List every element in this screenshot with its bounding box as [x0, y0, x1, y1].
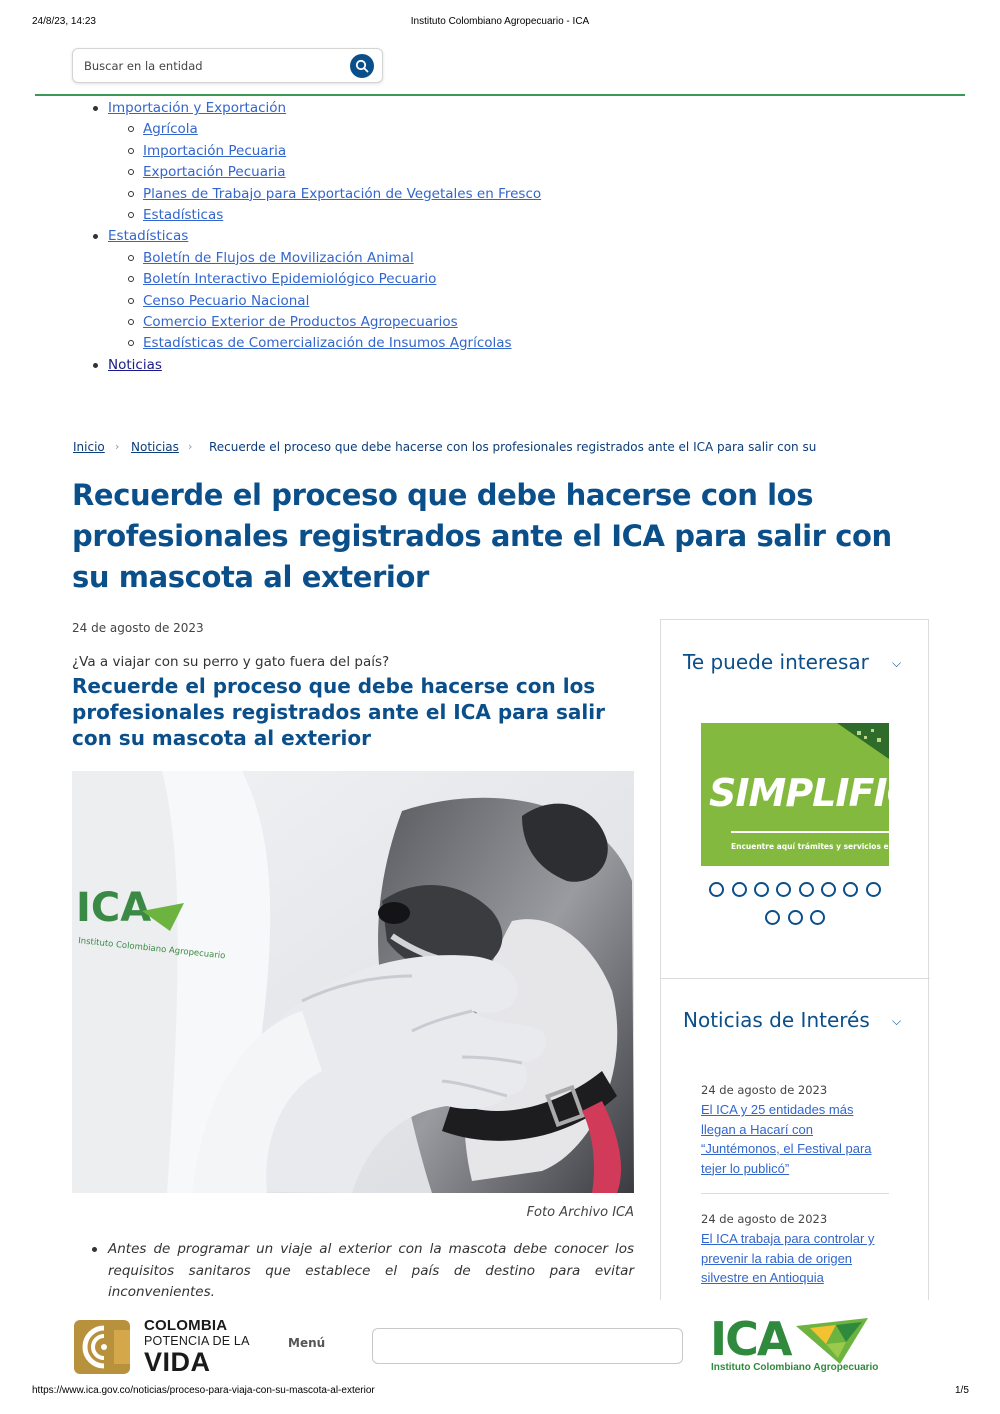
menu-item-link[interactable]: Importación y Exportación [108, 100, 287, 116]
sidebar [660, 619, 929, 1309]
carousel-dot[interactable] [732, 882, 747, 897]
news-link[interactable]: El ICA y 25 entidades más llegan a Hacarí con “Juntémonos, el Festival para tejer lo publicó” [701, 1102, 872, 1176]
publish-date: 24 de agosto de 2023 [72, 621, 204, 635]
menu-item-link[interactable]: Boletín Interactivo Epidemiológico Pecuario [143, 271, 437, 288]
chevron-right-icon: › [115, 440, 120, 453]
menu-item-link[interactable]: Estadísticas de Comercialización de Insumos Agrícolas [143, 335, 512, 352]
article-body-list [90, 1239, 634, 1304]
carousel-dot[interactable] [843, 882, 858, 897]
ica-logo[interactable] [710, 1314, 880, 1376]
breadcrumb-current: Recuerde el proceso que debe hacerse con los profesionales registrados ante el ICA para salir con su [209, 440, 817, 454]
menu-item-link[interactable]: Estadísticas [108, 228, 189, 245]
bullet-circle-icon [128, 191, 134, 197]
bullet-circle-icon [128, 169, 134, 175]
ica-logo-name: Instituto Colombiano Agropecuario [711, 1362, 879, 1373]
search-icon [355, 59, 369, 73]
chevron-down-icon[interactable]: ⌵ [892, 656, 902, 670]
menu-item-link[interactable]: Boletín de Flujos de Movilización Animal [143, 249, 414, 266]
bullet-circle-icon [128, 126, 134, 132]
banner-title: SIMPLIFIC [709, 771, 914, 815]
carousel-dot[interactable] [765, 910, 780, 925]
news-date: 24 de agosto de 2023 [701, 1083, 828, 1097]
bullet-disc-icon [93, 363, 98, 368]
article-photo [72, 771, 634, 1193]
gov-logo-line1: COLOMBIA [144, 1317, 228, 1334]
news-separator [701, 1193, 889, 1194]
colombia-potencia-logo-text [144, 1318, 250, 1376]
carousel-dot[interactable] [866, 882, 881, 897]
ica-leaf-icon [796, 1318, 868, 1364]
footer-bar [0, 1300, 1000, 1382]
bullet-circle-icon [128, 319, 134, 325]
photo-coat-logo: ICA [76, 885, 152, 931]
carousel-dot[interactable] [821, 882, 836, 897]
colombia-potencia-logo-icon[interactable] [74, 1318, 140, 1376]
list-item-text: Antes de programar un viaje al exterior con la mascota debe conocer los requisitos sanitaros que establece el país de destino para evitar inconvenientes. [108, 1241, 634, 1300]
menu-item-link[interactable]: Exportación Pecuaria [143, 164, 286, 181]
bullet-circle-icon [128, 276, 134, 282]
banner-rule [731, 831, 891, 833]
carousel-dot[interactable] [810, 910, 825, 925]
gov-logo-line3: VIDA [144, 1346, 211, 1377]
menu-item-link[interactable]: Agrícola [143, 121, 198, 138]
breadcrumb-news-link[interactable]: Noticias [131, 440, 179, 454]
carousel-dot[interactable] [754, 882, 769, 897]
search-input[interactable] [72, 48, 383, 83]
news-item [701, 1212, 891, 1288]
carousel-dot[interactable] [776, 882, 791, 897]
news-heading[interactable]: Noticias de Interés [683, 1008, 870, 1032]
print-page-title: Instituto Colombiano Agropecuario - ICA [410, 16, 590, 27]
menu-item-link[interactable]: Planes de Trabajo para Exportación de Vegetales en Fresco [143, 185, 542, 202]
breadcrumb-home-link[interactable]: Inicio [73, 440, 105, 454]
photo-coat-text: Instituto Colombiano Agropecuario [77, 936, 226, 962]
print-header [0, 16, 1000, 30]
gov-logo-line2: POTENCIA DE LA [144, 1334, 250, 1348]
banner-subtitle: Encuentre aquí trámites y servicios en l [731, 842, 900, 851]
bullet-disc-icon [93, 106, 98, 111]
photo-caption: Foto Archivo ICA [526, 1205, 634, 1220]
carousel-dot[interactable] [799, 882, 814, 897]
print-timestamp: 24/8/23, 14:23 [32, 16, 96, 27]
search-button[interactable] [350, 54, 374, 78]
bullet-circle-icon [128, 148, 134, 154]
simplifica-banner[interactable] [701, 723, 914, 866]
menu-item-link[interactable]: Comercio Exterior de Productos Agropecuarios [143, 314, 458, 330]
bullet-circle-icon [128, 212, 134, 218]
bullet-circle-icon [128, 340, 134, 346]
carousel-dot[interactable] [709, 882, 724, 897]
search-placeholder: Buscar en la entidad [84, 59, 203, 73]
chevron-right-icon: › [188, 440, 193, 453]
news-link[interactable]: El ICA trabaja para controlar y prevenir la rabia de origen silvestre en Antioquia [701, 1231, 875, 1285]
bullet-icon [92, 1247, 97, 1252]
news-date: 24 de agosto de 2023 [701, 1212, 828, 1226]
carousel-dot[interactable] [788, 910, 803, 925]
menu-item-link[interactable]: Censo Pecuario Nacional [143, 292, 310, 309]
menu-item-link[interactable]: Importación Pecuaria [143, 142, 287, 159]
article-sub-heading: Recuerde el proceso que debe hacerse con los profesionales registrados ante el ICA para salir con su mascota al exterior [72, 674, 605, 750]
ica-logo-letters: ICA [710, 1312, 791, 1366]
print-url: https://www.ica.gov.co/noticias/proceso-para-viaja-con-su-mascota-al-exterior [32, 1385, 375, 1396]
bullet-disc-icon [93, 234, 98, 239]
interest-heading[interactable]: Te puede interesar [683, 650, 869, 674]
article-pre-heading: ¿Va a viajar con su perro y gato fuera del país? [72, 654, 390, 670]
page-title: Recuerde el proceso que debe hacerse con los profesionales registrados ante el ICA para salir con su mascota al exterior [72, 478, 892, 594]
footer-search-input[interactable] [372, 1328, 683, 1364]
bullet-circle-icon [128, 255, 134, 261]
menu-item-link[interactable]: Noticias [108, 356, 162, 373]
bullet-circle-icon [128, 298, 134, 304]
menu-button[interactable]: Menú [288, 1336, 326, 1350]
print-page-number: 1/5 [955, 1385, 969, 1396]
news-item [701, 1083, 891, 1178]
menu-item-link[interactable]: Estadísticas [143, 207, 224, 223]
chevron-down-icon[interactable]: ⌵ [892, 1014, 902, 1028]
header-divider [35, 94, 965, 96]
sidebar-divider [661, 978, 930, 979]
banner-pattern-icon [837, 723, 889, 759]
list-item [90, 1239, 634, 1304]
